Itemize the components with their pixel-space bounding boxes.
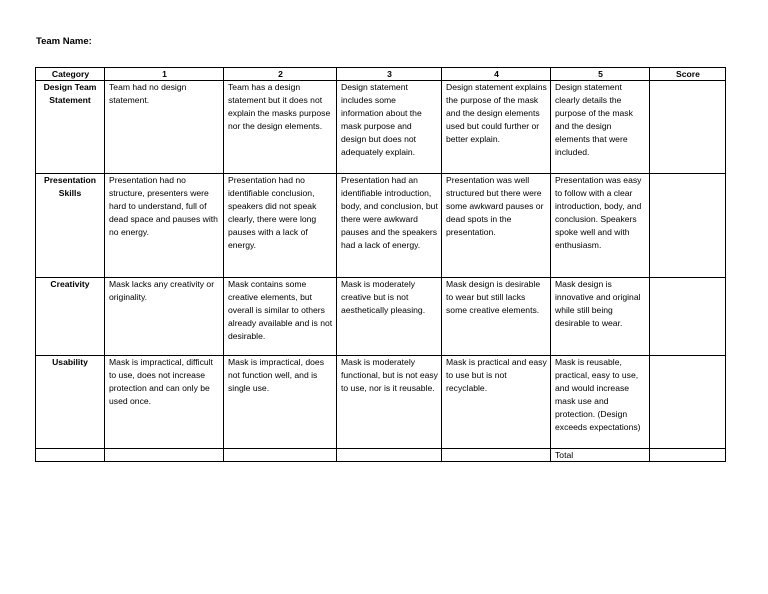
level-cell: Presentation was well structured but there were some awkward pauses or dead spots in the presentation. xyxy=(442,174,551,278)
level-cell: Mask lacks any creativity or originality. xyxy=(105,278,224,356)
column-header-level-2: 2 xyxy=(224,68,337,81)
level-cell: Mask is impractical, difficult to use, does not increase protection and can only be used once. xyxy=(105,356,224,449)
level-cell: Mask is moderately creative but is not aesthetically pleasing. xyxy=(337,278,442,356)
category-cell: Design Team Statement xyxy=(36,81,105,174)
table-row xyxy=(36,81,726,174)
empty-cell xyxy=(36,449,105,462)
column-header-level-5: 5 xyxy=(551,68,650,81)
level-cell: Mask design is desirable to wear but still lacks some creative elements. xyxy=(442,278,551,356)
level-cell: Presentation was easy to follow with a clear introduction, body, and conclusion. Speakers spoke well and with enthusiasm. xyxy=(551,174,650,278)
total-score-cell[interactable] xyxy=(650,449,726,462)
score-cell[interactable] xyxy=(650,174,726,278)
score-cell[interactable] xyxy=(650,356,726,449)
score-cell[interactable] xyxy=(650,278,726,356)
table-row xyxy=(36,278,726,356)
level-cell: Mask is reusable, practical, easy to use, and would increase mask use and protection. (Design exceeds expectations) xyxy=(551,356,650,449)
level-cell: Mask is practical and easy to use but is not recyclable. xyxy=(442,356,551,449)
table-row xyxy=(36,174,726,278)
level-cell: Design statement explains the purpose of the mask and the design elements used but could further or better explain. xyxy=(442,81,551,174)
level-cell: Presentation had no identifiable conclusion, speakers did not speak clearly, there were long pauses with a lack of energy. xyxy=(224,174,337,278)
level-cell: Team had no design statement. xyxy=(105,81,224,174)
column-header-score: Score xyxy=(650,68,726,81)
team-name-label: Team Name: xyxy=(36,36,92,47)
category-cell: Presentation Skills xyxy=(36,174,105,278)
empty-cell xyxy=(224,449,337,462)
level-cell: Mask is moderately functional, but is not easy to use, nor is it reusable. xyxy=(337,356,442,449)
level-cell: Mask is impractical, does not function well, and is single use. xyxy=(224,356,337,449)
score-cell[interactable] xyxy=(650,81,726,174)
empty-cell xyxy=(337,449,442,462)
level-cell: Presentation had an identifiable introduction, body, and conclusion, but there were awkward pauses and the speakers had a lack of energy. xyxy=(337,174,442,278)
level-cell: Presentation had no structure, presenters were hard to understand, full of dead space and pauses with no energy. xyxy=(105,174,224,278)
level-cell: Mask design is innovative and original while still being desirable to wear. xyxy=(551,278,650,356)
column-header-level-3: 3 xyxy=(337,68,442,81)
column-header-category: Category xyxy=(36,68,105,81)
column-header-level-4: 4 xyxy=(442,68,551,81)
category-cell: Usability xyxy=(36,356,105,449)
header-row xyxy=(36,68,726,81)
level-cell: Design statement clearly details the purpose of the mask and the design elements that were included. xyxy=(551,81,650,174)
empty-cell xyxy=(105,449,224,462)
level-cell: Design statement includes some information about the mask purpose and design but does not adequately explain. xyxy=(337,81,442,174)
total-label: Total xyxy=(551,449,650,462)
column-header-level-1: 1 xyxy=(105,68,224,81)
level-cell: Team has a design statement but it does not explain the masks purpose nor the design elements. xyxy=(224,81,337,174)
empty-cell xyxy=(442,449,551,462)
table-row xyxy=(36,356,726,449)
total-row xyxy=(36,449,726,462)
rubric-table xyxy=(35,67,726,462)
category-cell: Creativity xyxy=(36,278,105,356)
level-cell: Mask contains some creative elements, but overall is similar to others already available and is not desirable. xyxy=(224,278,337,356)
